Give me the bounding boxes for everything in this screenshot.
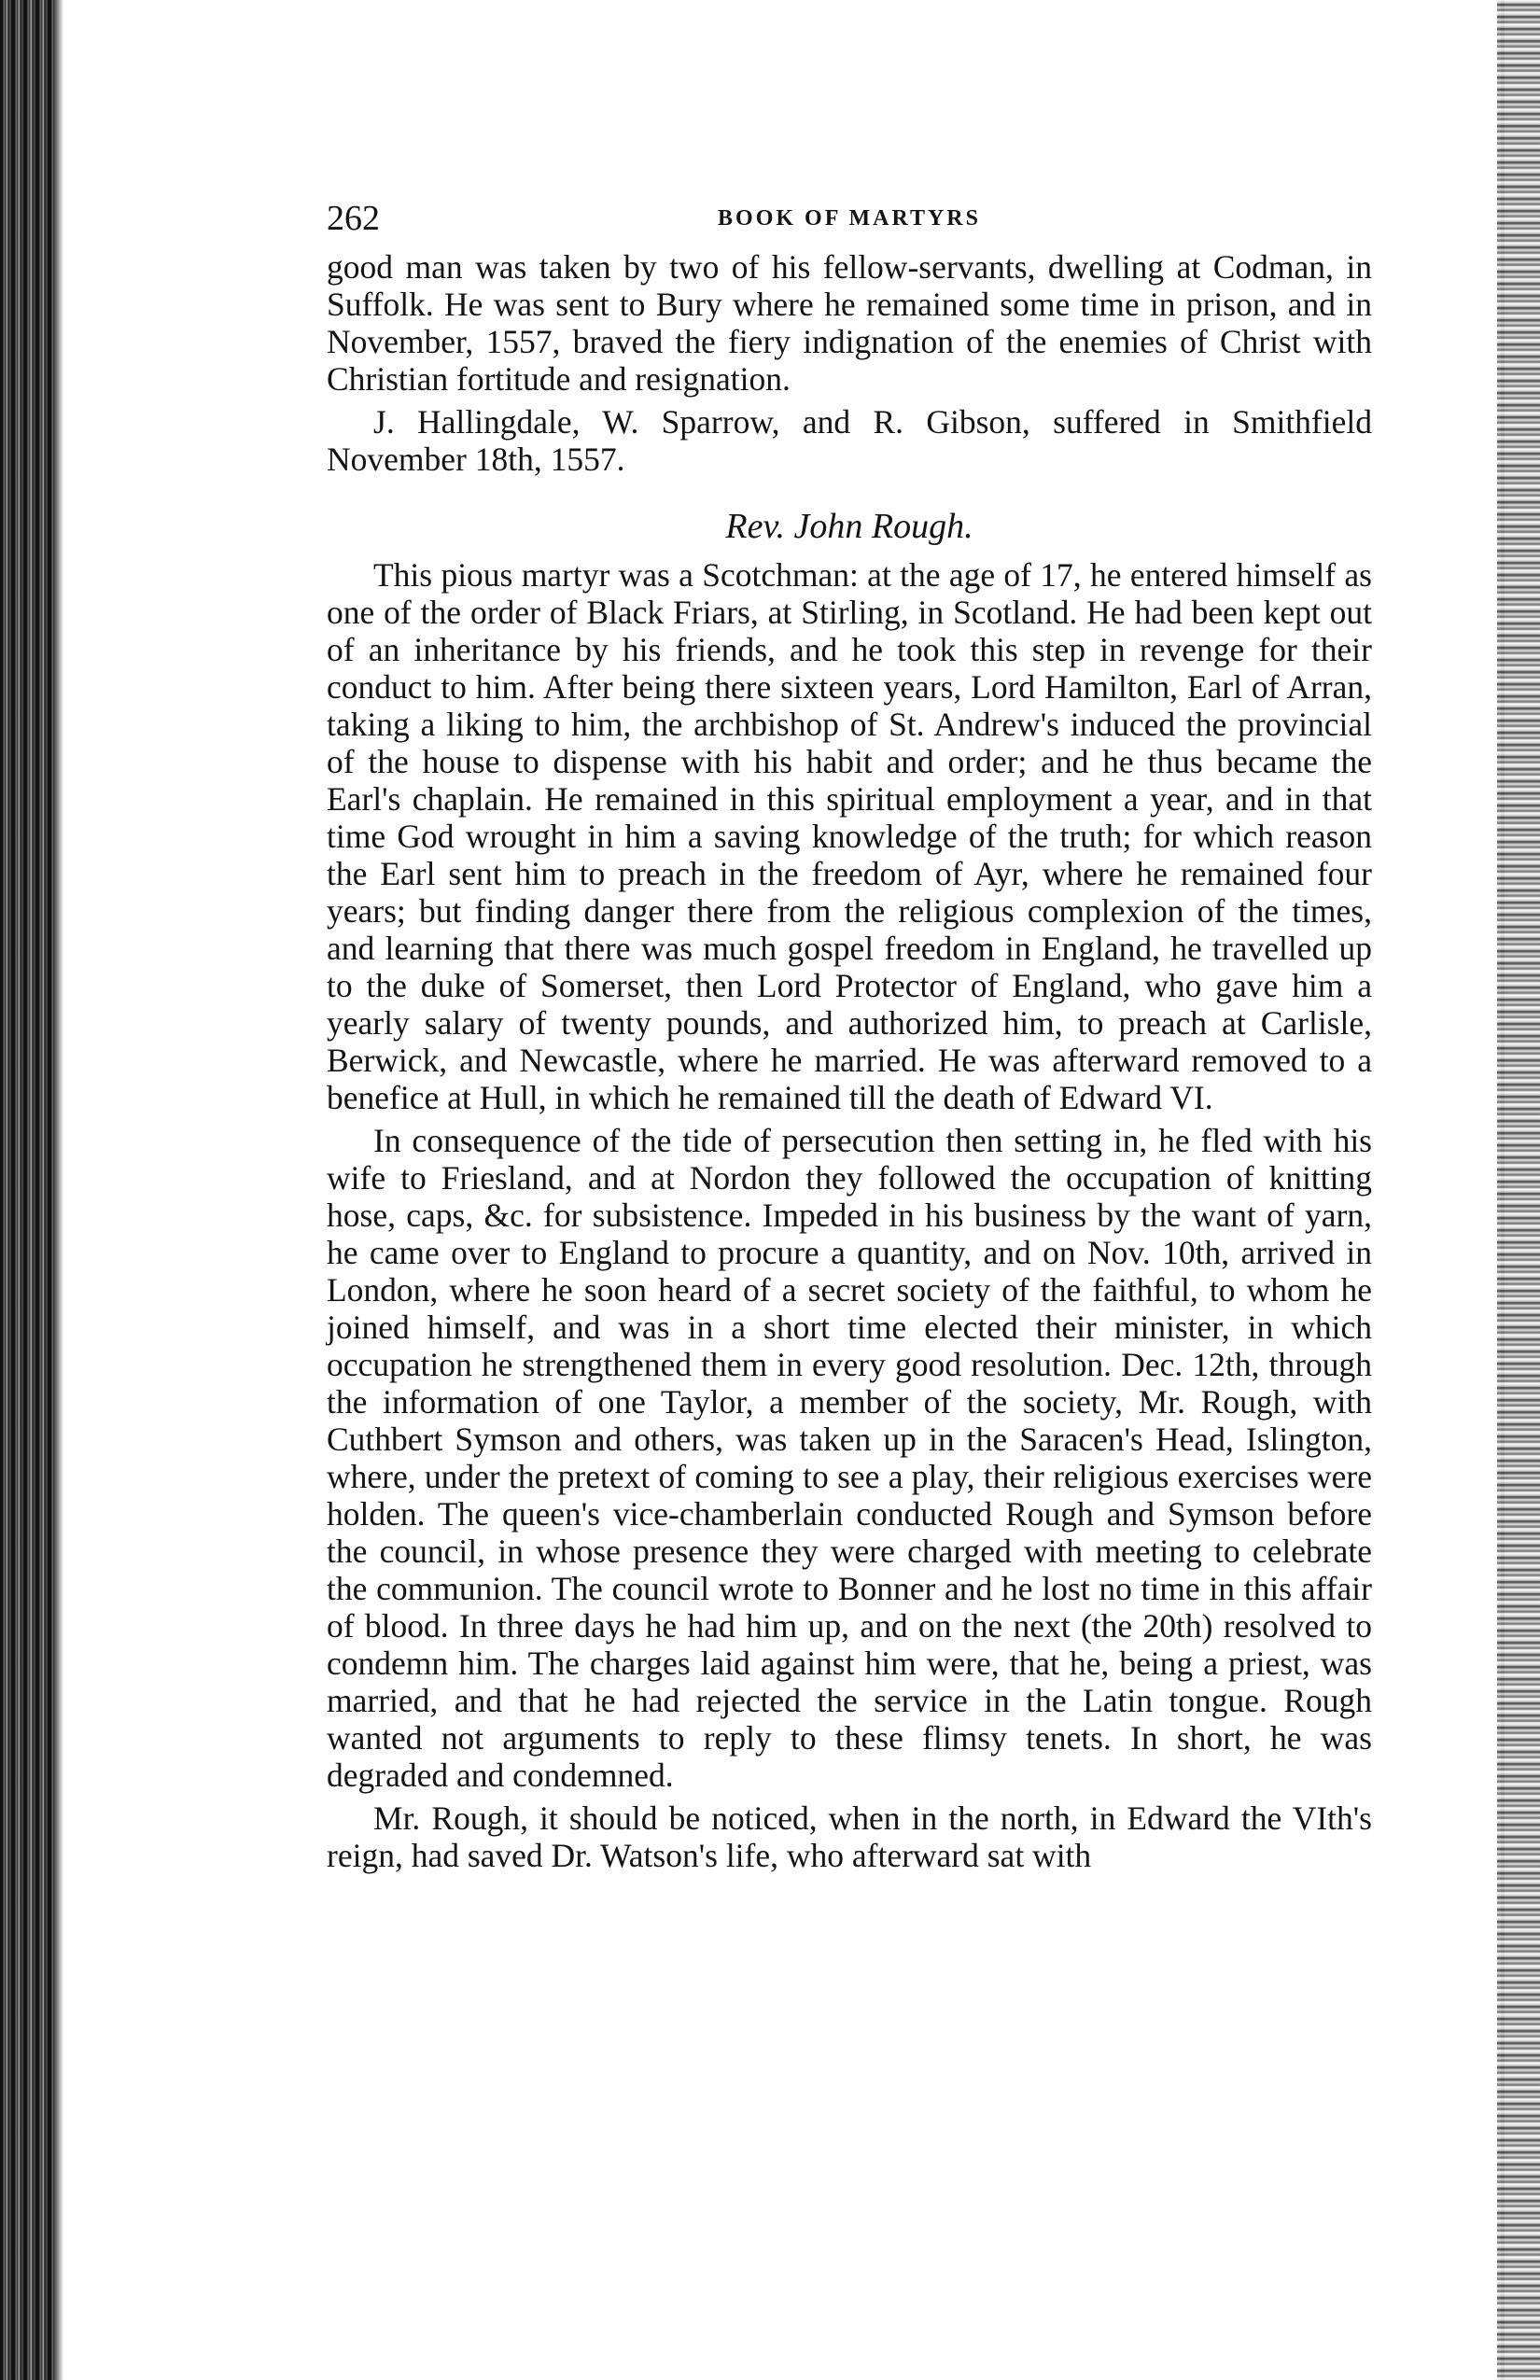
opening-paragraph: good man was taken by two of his fellow-servants, dwelling at Codman, in Suffolk. He was sent to Bury where he remained some time in prison, and in November, 1557, braved the fiery indignation of the enemies of Christ with Christian fortitude and resignation.	[327, 248, 1372, 398]
book-page	[327, 196, 1372, 1880]
running-title: BOOK OF MARTYRS	[718, 206, 981, 231]
martyrs-paragraph: J. Hallingdale, W. Sparrow, and R. Gibson, suffered in Smithfield November 18th, 1557.	[327, 403, 1372, 478]
scan-binding-shadow	[54, 0, 63, 2380]
body-paragraph: Mr. Rough, it should be noticed, when in the north, in Edward the VIth's reign, had saved Dr. Watson's life, who afterward sat with	[327, 1799, 1372, 1874]
page-body	[327, 248, 1372, 1874]
body-paragraph: This pious martyr was a Scotchman: at the age of 17, he entered himself as one of the order of Black Friars, at Stirling, in Scotland. He had been kept out of an inheritance by his friends, and he took this step in revenge for their conduct to him. After being there sixteen years, Lord Hamilton, Earl of Arran, taking a liking to him, the archbishop of St. Andrew's induced the provincial of the house to dispense with his habit and order; and he thus became the Earl's chaplain. He remained in this spiritual employment a year, and in that time God wrought in him a saving knowledge of the truth; for which reason the Earl sent him to preach in the freedom of Ayr, where he remained four years; but finding danger there from the religious complexion of the times, and learning that there was much gospel freedom in England, he travelled up to the duke of Somerset, then Lord Protector of England, who gave him a yearly salary of twenty pounds, and authorized him, to preach at Carlisle, Berwick, and Newcastle, where he married. He was afterward removed to a benefice at Hull, in which he remained till the death of Edward VI.	[327, 556, 1372, 1116]
body-paragraph: In consequence of the tide of persecution then setting in, he fled with his wife to Friesland, and at Nordon they followed the occupation of knitting hose, caps, &c. for subsistence. Impeded in his business by the want of yarn, he came over to England to procure a quantity, and on Nov. 10th, arrived in London, where he soon heard of a secret society of the faithful, to whom he joined himself, and was in a short time elected their minister, in which occupation he strengthened them in every good resolution. Dec. 12th, through the information of one Taylor, a member of the society, Mr. Rough, with Cuthbert Symson and others, was taken up in the Saracen's Head, Islington, where, under the pretext of coming to see a play, their religious exercises were holden. The queen's vice-chamberlain conducted Rough and Symson before the council, in whose presence they were charged with meeting to celebrate the communion. The council wrote to Bonner and he lost no time in this affair of blood. In three days he had him up, and on the next (the 20th) resolved to condemn him. The charges laid against him were, that he, being a priest, was married, and that he had rejected the service in the Latin tongue. Rough wanted not arguments to reply to these flimsy tenets. In short, he was degraded and condemned.	[327, 1122, 1372, 1794]
scan-binding-edge-left	[0, 0, 54, 2380]
section-heading: Rev. John Rough.	[725, 507, 973, 546]
running-head	[327, 196, 1372, 245]
page-number: 262	[327, 199, 380, 238]
scan-page-edge-right	[1497, 0, 1540, 2380]
